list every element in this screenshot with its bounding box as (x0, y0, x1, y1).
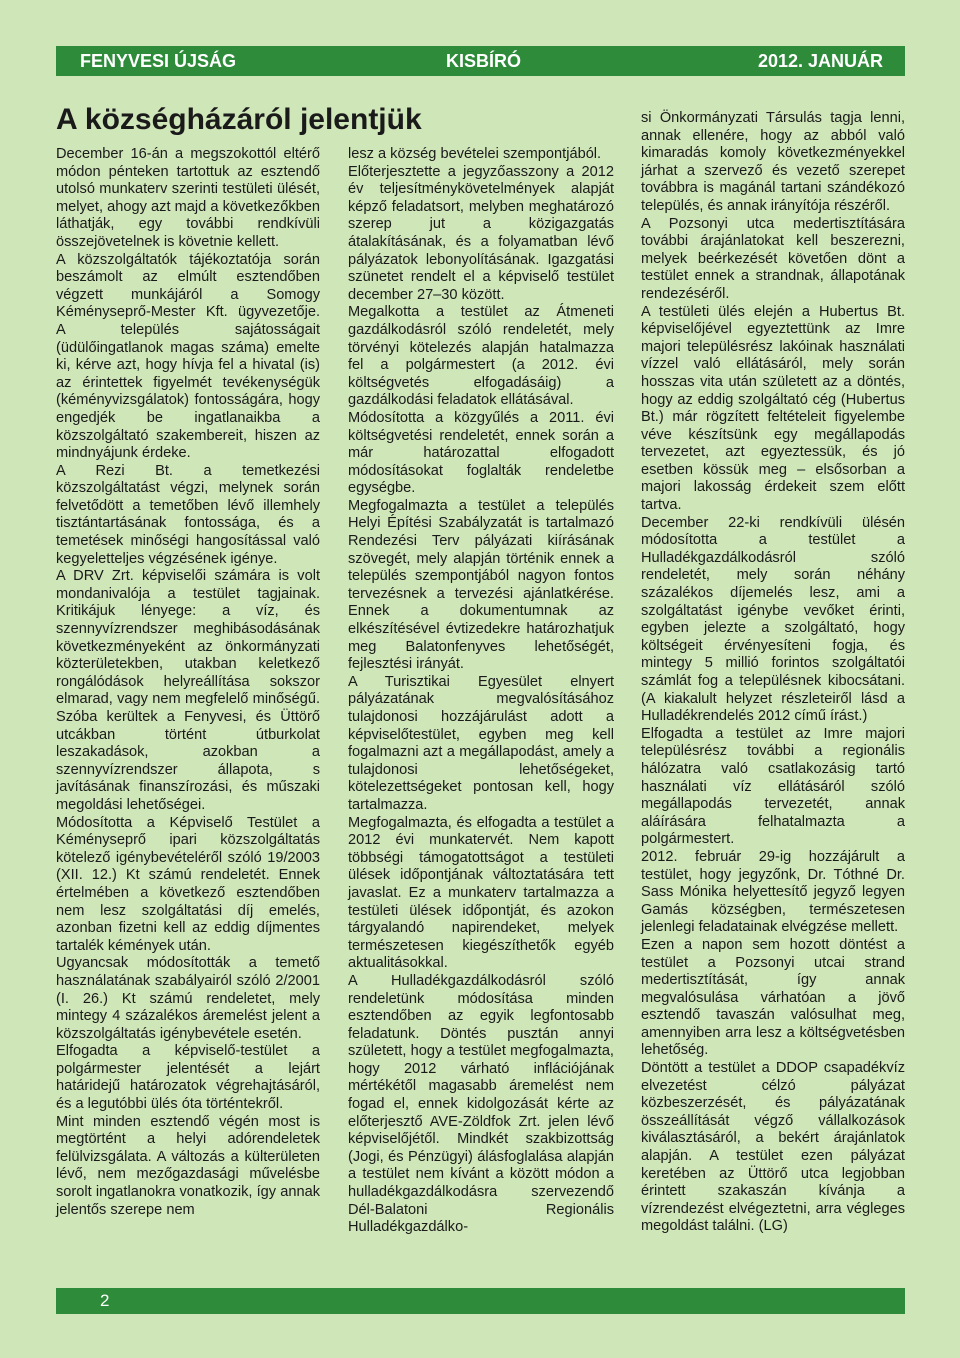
paragraph: Ezen a napon sem hozott döntést a testület a Pozsonyi utcai strand medertisztítását, így annak megvalósulása várhatóan a jövő esztendő tavaszán valósulhat meg, amennyiben arra lesz a költségvetésben lehetőség. (641, 936, 905, 1059)
issue-date: 2012. JANUÁR (757, 51, 883, 71)
paragraph: Módosította a közgyűlés a 2011. évi költségvetési rendeletét, ennek során a már határozattal elfogadott módosításokat foglalták rendeletbe egységbe. (348, 409, 614, 497)
publication-name: FENYVESI ÚJSÁG (80, 51, 237, 71)
paragraph: lesz a község bevételei szempontjából. (348, 146, 602, 162)
paragraph: Megfogalmazta, és elfogadta a testület a 2012 évi munkatervét. Nem kapott többségi támogatottságot a testületi ülések időpontjának változtatására tett javaslat. Ez a munkaterv tartalmazza a testületi ülések időpontját, és azokon tárgyalandó napirendeket, melyek természetesen kiegészíthetők egyéb aktualitásokkal. (348, 814, 614, 972)
paragraph: A Rezi Bt. a temetkezési közszolgáltatást végzi, melynek során felvetődött a temetőben lévő illemhely tisztántartásának fontossága, és a temetések minőségi hangosítással való kegyeletteljes végzésének igénye. (56, 462, 320, 567)
article-column-3 (641, 110, 905, 1236)
footer-bar (56, 1288, 905, 1314)
paragraph: A DRV Zrt. képviselői számára is volt mondanivalója a testület tagjainak. Kritikájuk lényege: a víz, és szennyvízrendszer meghibásodásának következményeként az önkormányzati közterületekben, utakban keletkező rongálódások helyreállítása sokszor elmarad, vagy nem megfelelő minőségű. Szóba kerültek a Fenyvesi, és Üttörő utcákban történt útburkolat leszakadások, azokban a szennyvízrendszer állapota, s javításának finanszírozási, és műszaki megoldási lehetőségei. (56, 568, 320, 813)
paragraph: Elfogadta a testület az Imre majori településrész további a regionális hálózatra való csatlakozásig tartó használati víz ellátásáról szóló megállapodás tervezetét, annak aláírására felhatalmazta a polgármestert. (641, 725, 905, 848)
paragraph: A Pozsonyi utca medertisztítására további árajánlatokat kell beszerezni, melyek beérkezését követően dönt a testület ennek a strandnak, állapotának rendezéséről. (641, 215, 905, 302)
article-column-2 (348, 146, 614, 1237)
paragraph: A Hulladékgazdálkodásról szóló rendeletünk módosítása minden esztendőben az egyik legfontosabb feladatunk. Döntés pusztán annyi született, hogy a testület megfogalmazta, hogy 2012 várható inflációjának mértékétől magasabb áremelést nem fogad el, ennek kidolgozását kérte az előterjesztő AVE-Zöldfok Zrt. jelen lévő képviselőjétől. Mindkét szakbizottság (Jogi, és Pénzügyi) álásfoglalása alapján a testület nem kívánt a között módon a hulladékgazdálkodásra szervezendő Dél-Balatoni Regionális Hulladékgazdálko- (348, 972, 614, 1236)
paragraph: Megfogalmazta a testület a település Helyi Építési Szabályzatát is tartalmazó Rendezési Terv pályázati kiírásának szövegét, mely alapján történik ennek a település szempontjából nagyon fontos tervezésnek a tervezési ajánlatkérése. Ennek a dokumentumnak az elkészítésével évtizedekre határozhatjuk meg Balatonfenyves lehetőségét, fejlesztési irányát. (348, 497, 614, 673)
paragraph: Megalkotta a testület az Átmeneti gazdálkodásról szóló rendeletét, mely törvényi kötelezés alapján hatalmazza fel a polgármestert (a 2012. évi költségvetés elfogadásáig) a gazdálkodási feladatok ellátásával. (348, 304, 614, 409)
paragraph: A testületi ülés elején a Hubertus Bt. képviselőjével egyeztettünk az Imre majori településrész lakóinak használati vízzel való ellátásáról, mely során hosszas vita után született az a döntés, hogy az eddig szolgáltató cég (Hubertus Bt.) már rögzített feltételeit figyelembe véve készítsünk egy megállapodás tervezetet, azt egyeztessük, és jó esetben kössük meg – elsősorban a majori lakosság érdekeit szem előtt tartva. (641, 303, 905, 514)
paragraph: A Turisztikai Egyesület elnyert pályázatának megvalósításához tulajdonosi hozzájárulást adott a képviselőtestület, egyben meg kell fogalmazni azt a megállapodást, amely a tulajdonosi lehetőségeket, kötelezettségeket pontosan kell, hogy tartalmazza. (348, 673, 614, 813)
paragraph: 2012. február 29-ig hozzájárult a testület, hogy jegyzőnk, Dr. Tóthné Dr. Sass Mónika helyettesítő jegyző legyen Gamás községben, természetesen jelenlegi feladatainak elvégzése mellett. (641, 848, 905, 936)
page-number: 2 (100, 1291, 110, 1310)
section-name: KISBÍRÓ (446, 51, 522, 71)
paragraph: Mint minden esztendő végén most is megtörtént a helyi adórendeletek felülvizsgálata. A változás a külterületen lévő, nem mezőgazdasági művelésbe sorolt ingatlanokra vonatkozik, így annak jelentős szerepe nem (56, 1113, 320, 1218)
article-title: A községházáról jelentjük (56, 103, 422, 136)
paragraph: Előterjesztette a jegyzőasszony a 2012 év teljesítménykövetelmények alapját képző feladatsort, melyben meghatározó szerep jut a közigazgatás átalakításának, és a folyamatban lévő pályázatok lebonyolításának. Igazgatási szünetet rendelt el a képviselő testület december 27–30 között. (348, 163, 614, 303)
paragraph: December 16-án a megszokottól eltérő módon pénteken tartottuk az esztendő utolsó munkaterv szerinti testületi ülését, melyet, ahogy azt majd a következőkben láthatják, egy további rendkívüli összejövetelnek is követnie kellett. (56, 146, 320, 250)
paragraph: A közszolgáltatók tájékoztatója során beszámolt az elmúlt esztendőben végzett munkájáról a Somogy Kéményseprő-Mester Kft. ügyvezetője. A település sajátosságait (üdülőingatlanok magas száma) emelte ki, kérve azt, hogy hívja fel a hivatal (is) az érintettek figyelmét tevékenységük (kéményvizsgálatok) fontosságára, hogy engedjék be ingatlanaikba a közszolgáltató szakembereit, hiszen az mindnyájunk érdeke. (56, 251, 320, 462)
paragraph: Elfogadta a képviselő-testület a polgármester jelentését a lejárt határidejű határozatok végrehajtásáról, és a legutóbbi ülés óta történtekről. (56, 1043, 320, 1113)
article-column-1 (56, 146, 320, 1219)
paragraph: si Önkormányzati Társulás tagja lenni, annak ellenére, hogy az abból való kimaradás komoly következményekkel járhat a szervező és vezető szerepet továbbra is magánál tartani szándékozó település, és annak irányítója részéről. (641, 110, 905, 214)
paragraph: Módosította a Képviselő Testület a Kéményseprő ipari közszolgáltatás kötelező igénybevételéről szóló 19/2003 (XII. 12.) Kt számú rendeletét. Ennek értelmében a következő esztendőben nem lesz szolgáltatási díj emelés, azonban fizetni kell az eddig díjmentes tartalék kémények után. (56, 814, 320, 954)
header-bar (56, 46, 905, 76)
paragraph: Döntött a testület a DDOP csapadékvíz elvezetést célzó pályázat közbeszerzését, és pályázatának összeállítását végző vállalkozások kiválasztásáról, a bekért árajánlatok alapján. A testület ezen pályázat keretében az Üttörő utca legjobban érintett szakaszán kívánja a vízrendezést elvégeztetni, arra végleges megoldást találni. (LG) (641, 1060, 905, 1235)
paragraph: December 22-ki rendkívüli ülésén módosította a testület a Hulladékgazdálkodásról szóló rendeletét, mely során néhány százalékos díjemelés lesz, ami a szolgáltatást igénybe vevőket érinti, egyben jelezte a szolgáltató, hogy költségeit érvényesíteni fogja, és mintegy 5 millió forintos szolgáltatói számlát fog a településnek kibocsátani. (A kiakalult helyzet részleteiről lásd a Hulladékrendelés 2012 című írást.) (641, 514, 905, 725)
paragraph: Ugyancsak módosították a temető használatának szabályairól szóló 2/2001 (I. 26.) Kt számú rendeletet, mely mintegy 4 százalékos áremelést jelent a közszolgáltatás igénybevétele esetén. (56, 955, 320, 1042)
